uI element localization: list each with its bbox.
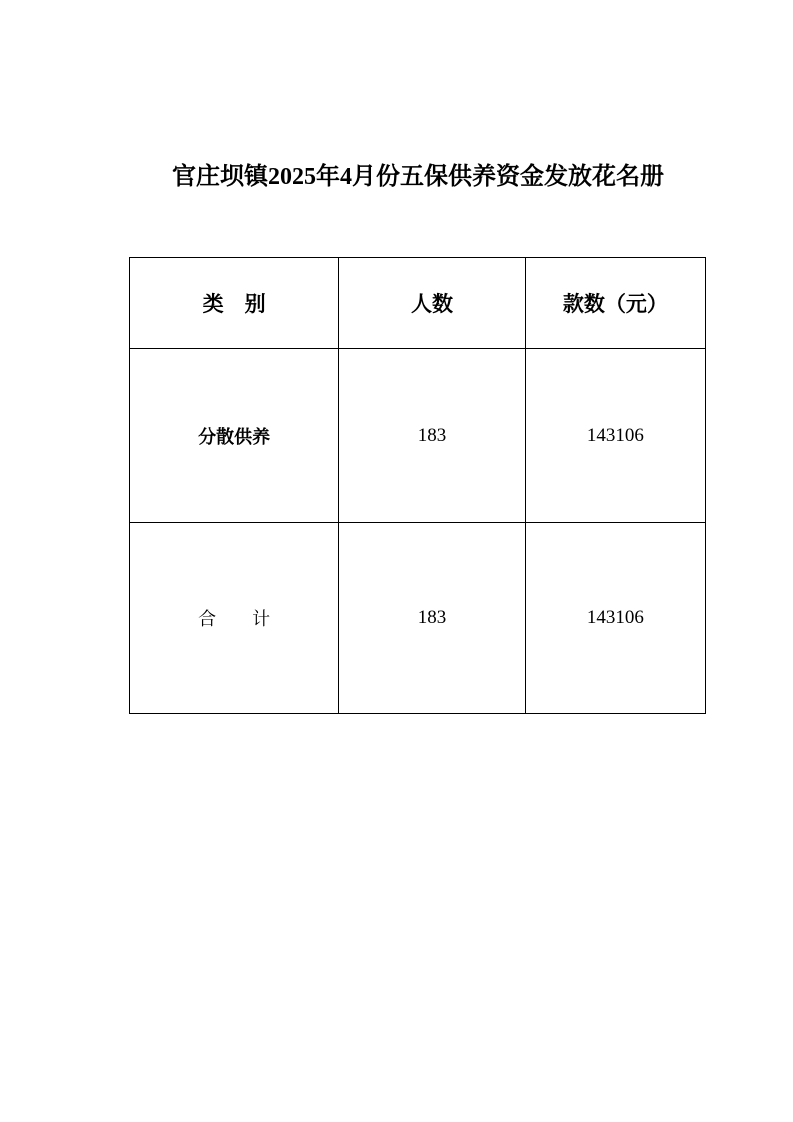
people-count-cell: 183 xyxy=(339,349,525,523)
table-header-row xyxy=(130,258,706,349)
roster-table xyxy=(129,257,706,714)
header-people-count: 人数 xyxy=(339,258,525,349)
table-row xyxy=(130,349,706,523)
total-label-cell: 合 计 xyxy=(130,523,339,714)
table-total-row xyxy=(130,523,706,714)
category-cell: 分散供养 xyxy=(130,349,339,523)
total-people-count-cell: 183 xyxy=(339,523,525,714)
header-category: 类 别 xyxy=(130,258,339,349)
total-amount-cell: 143106 xyxy=(525,523,705,714)
document-title: 官庄坝镇2025年4月份五保供养资金发放花名册 xyxy=(172,164,664,190)
header-amount: 款数（元） xyxy=(525,258,705,349)
amount-cell: 143106 xyxy=(525,349,705,523)
